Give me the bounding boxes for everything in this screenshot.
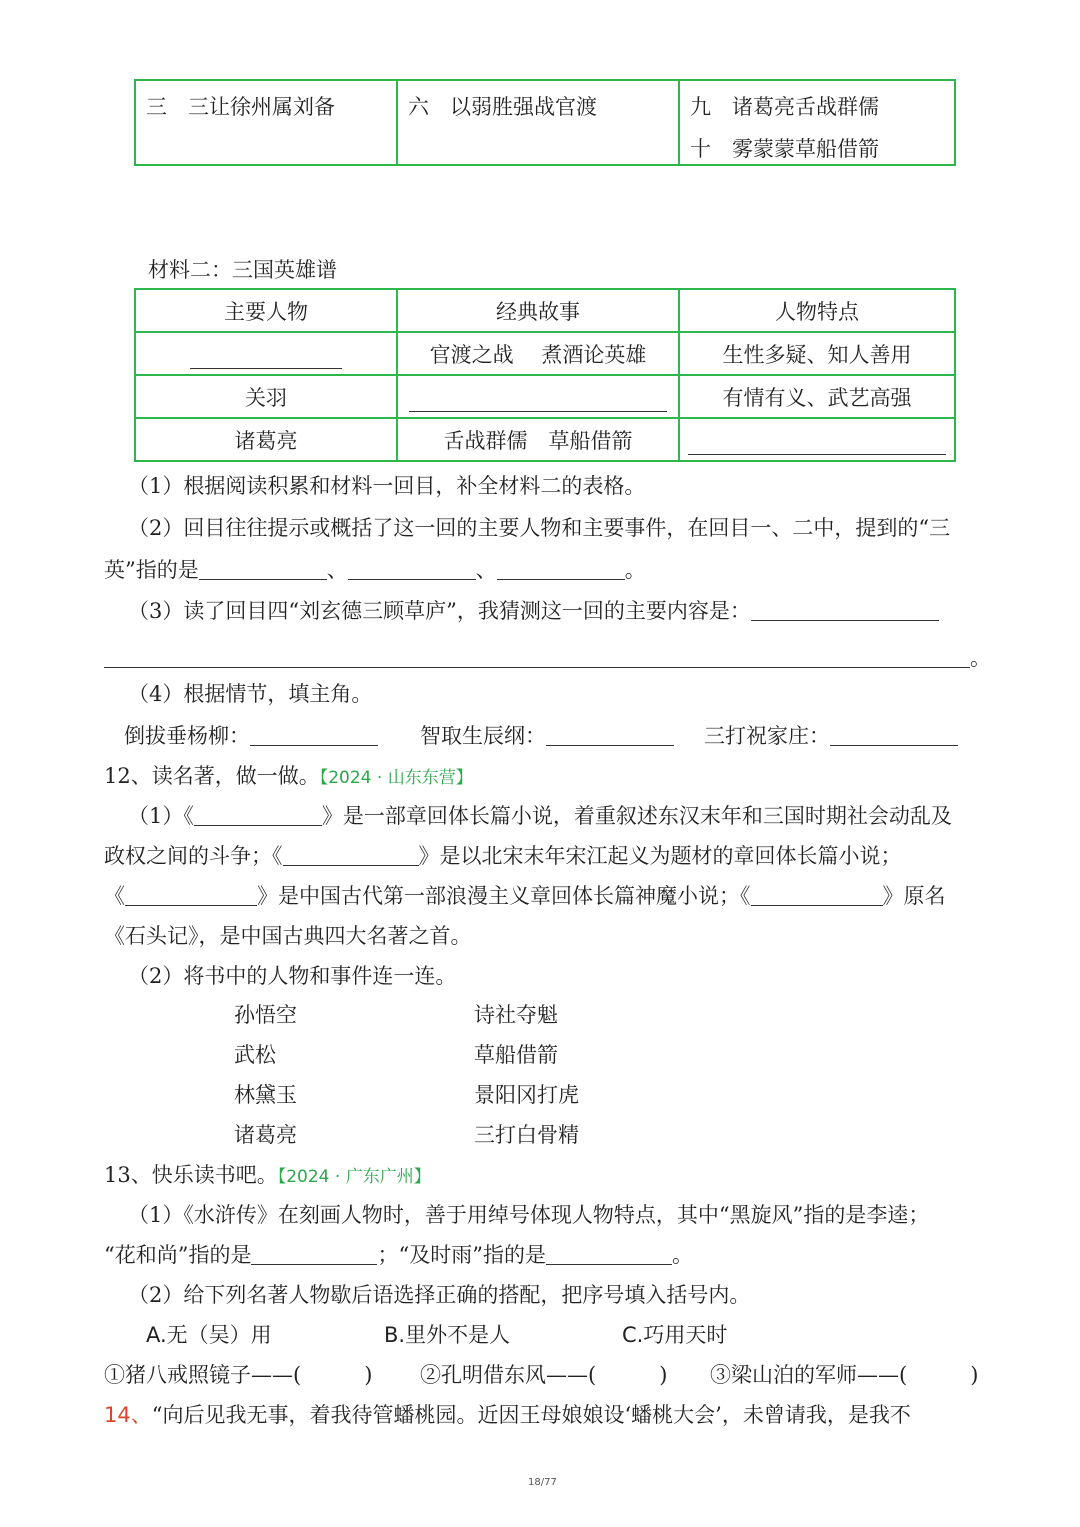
q11-part3-line2: 。 xyxy=(104,648,991,669)
q14-line: 14、“向后见我无事，着我待管蟠桃园。近因王母娘娘设‘蟠桃大会’，未曾请我，是我不 xyxy=(104,1403,911,1427)
answer-blank[interactable] xyxy=(104,666,970,668)
answer-blank[interactable] xyxy=(497,578,625,580)
answer-blank[interactable] xyxy=(199,578,327,580)
chapter-cell xyxy=(679,80,955,165)
saying-3[interactable]: ③梁山泊的军师——( ) xyxy=(710,1363,979,1387)
source-tag: 【2024 · 山东东营】 xyxy=(319,768,473,788)
answer-blank[interactable] xyxy=(194,824,322,826)
match-event[interactable]: 草船借箭 xyxy=(474,1043,558,1067)
person-blank-cell xyxy=(135,332,397,375)
q11-part4: （4）根据情节，填主角。 xyxy=(128,682,373,706)
header-trait: 人物特点 xyxy=(679,289,955,332)
chapter-title: 六 以弱胜强战官渡 xyxy=(408,95,597,119)
q13-part2: （2）给下列名著人物歇后语选择正确的搭配，把序号填入括号内。 xyxy=(128,1283,751,1307)
q12-part2: （2）将书中的人物和事件连一连。 xyxy=(128,964,457,988)
fill-protagonist-1: 倒拔垂杨柳： xyxy=(124,726,378,747)
person-cell: 诸葛亮 xyxy=(135,418,397,461)
option-a: A.无（吴）用 xyxy=(146,1323,272,1347)
story-blank-cell xyxy=(397,375,679,418)
saying-2[interactable]: ②孔明借东风——( ) xyxy=(420,1363,668,1387)
answer-blank[interactable] xyxy=(688,453,946,455)
answer-blank[interactable] xyxy=(409,410,667,412)
story-cell: 舌战群儒 草船借箭 xyxy=(397,418,679,461)
q12-part1-line2: 政权之间的斗争；《 》是以北宋末年宋江起义为题材的章回体长篇小说； xyxy=(104,844,902,868)
chapter-cell xyxy=(135,80,397,165)
trait-blank-cell xyxy=(679,418,955,461)
source-tag: 【2024 · 广东广州】 xyxy=(277,1167,431,1187)
q12-part1-line3: 《 》是中国古代第一部浪漫主义章回体长篇神魔小说；《 》原名 xyxy=(104,884,946,908)
material-two-title: 材料二：三国英雄谱 xyxy=(148,258,337,282)
q11-part1: （1）根据阅读积累和材料一回目，补全材料二的表格。 xyxy=(128,474,646,498)
chapter-title: 十 雾蒙蒙草船借箭 xyxy=(690,137,879,161)
answer-blank[interactable] xyxy=(250,744,378,746)
heroes-table xyxy=(134,288,956,462)
saying-1[interactable]: ①猪八戒照镜子——( ) xyxy=(104,1363,373,1387)
answer-blank[interactable] xyxy=(546,1263,672,1265)
q12-part1-line1: （1）《 》是一部章回体长篇小说，着重叙述东汉末年和三国时期社会动乱及 xyxy=(128,804,952,828)
q13-part1-line1: （1）《水浒传》在刻画人物时，善于用绰号体现人物特点，其中“黑旋风”指的是李逵； xyxy=(128,1203,930,1227)
q11-part2-line2: 英”指的是 、 、 。 xyxy=(104,558,646,582)
q13-title: 13、快乐读书吧。【2024 · 广东广州】 xyxy=(104,1163,431,1187)
option-b: B.里外不是人 xyxy=(384,1323,511,1347)
chapter-table xyxy=(134,79,956,166)
answer-blank[interactable] xyxy=(190,367,342,369)
answer-blank[interactable] xyxy=(348,578,476,580)
answer-blank[interactable] xyxy=(251,1263,377,1265)
q12-part1-line4: 《石头记》，是中国古典四大名著之首。 xyxy=(104,924,472,948)
story-cell: 官渡之战 煮酒论英雄 xyxy=(397,332,679,375)
q11-part2-line1: （2）回目往往提示或概括了这一回的主要人物和主要事件，在回目一、二中，提到的“三 xyxy=(128,516,951,540)
option-c: C.巧用天时 xyxy=(622,1323,728,1347)
trait-cell: 生性多疑、知人善用 xyxy=(679,332,955,375)
fill-protagonist-2: 智取生辰纲： xyxy=(420,726,674,747)
match-person[interactable]: 孙悟空 xyxy=(234,1003,297,1027)
q13-part1-line2: “花和尚”指的是 ；“及时雨”指的是 。 xyxy=(104,1243,693,1267)
q12-title: 12、读名著，做一做。【2024 · 山东东营】 xyxy=(104,764,473,788)
match-person[interactable]: 林黛玉 xyxy=(234,1083,297,1107)
chapter-title: 九 诸葛亮舌战群儒 xyxy=(690,95,879,119)
answer-blank[interactable] xyxy=(751,619,939,621)
answer-blank[interactable] xyxy=(830,744,958,746)
match-person[interactable]: 诸葛亮 xyxy=(234,1123,297,1147)
header-story: 经典故事 xyxy=(397,289,679,332)
chapter-title: 三 三让徐州属刘备 xyxy=(146,95,335,119)
q14-number: 14、 xyxy=(104,1403,152,1427)
person-cell: 关羽 xyxy=(135,375,397,418)
match-event[interactable]: 诗社夺魁 xyxy=(474,1003,558,1027)
match-event[interactable]: 三打白骨精 xyxy=(474,1123,579,1147)
fill-protagonist-3: 三打祝家庄： xyxy=(704,726,958,747)
match-person[interactable]: 武松 xyxy=(234,1043,276,1067)
page-number: 18/77 xyxy=(528,1477,557,1488)
header-person: 主要人物 xyxy=(135,289,397,332)
match-event[interactable]: 景阳冈打虎 xyxy=(474,1083,579,1107)
answer-blank[interactable] xyxy=(546,744,674,746)
trait-cell: 有情有义、武艺高强 xyxy=(679,375,955,418)
chapter-cell xyxy=(397,80,679,165)
answer-blank[interactable] xyxy=(751,904,883,906)
answer-blank[interactable] xyxy=(283,864,419,866)
answer-blank[interactable] xyxy=(125,904,257,906)
q11-part3: （3）读了回目四“刘玄德三顾草庐”，我猜测这一回的主要内容是： xyxy=(128,601,939,622)
